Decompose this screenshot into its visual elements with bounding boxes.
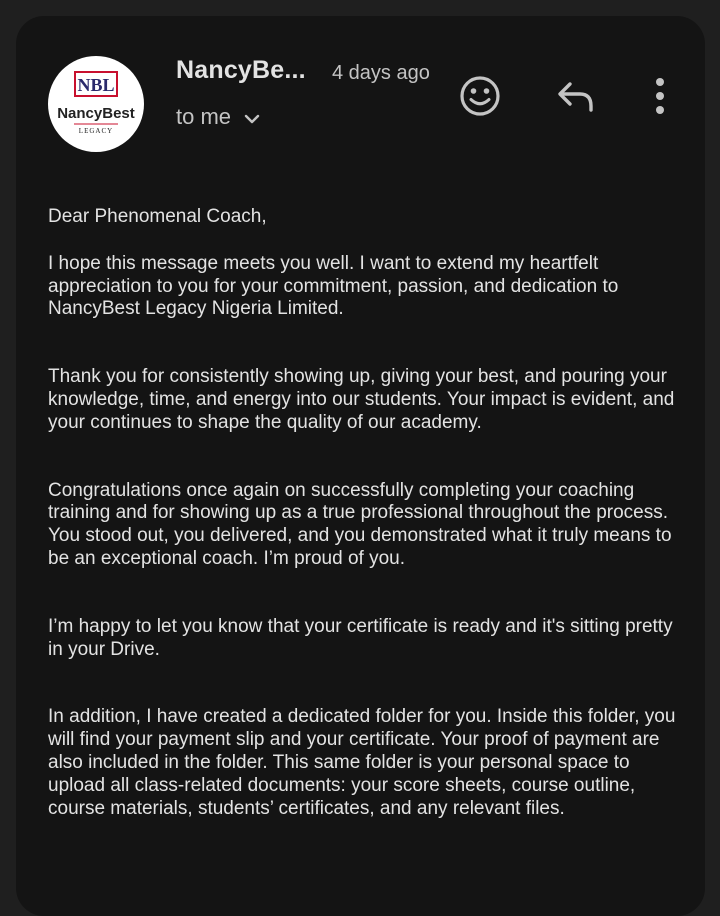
email-paragraph: In addition, I have created a dedicated folder for you. Inside this folder, you will find your payment slip and your certificate. Your proof of payment are also included in the folder. This same folder is your personal space to upload all class-related documents: your score sheets, course outline, course materials, students’ certificates, and any relevant files.: [48, 706, 676, 819]
sender-avatar[interactable]: [48, 56, 144, 152]
more-options-button[interactable]: [640, 72, 680, 120]
logo-brand: NancyBest: [57, 105, 135, 122]
more-vert-icon: [654, 76, 666, 116]
reply-button[interactable]: [552, 72, 600, 120]
add-reaction-icon: [458, 74, 502, 118]
add-reaction-button[interactable]: [456, 72, 504, 120]
email-paragraph: I’m happy to let you know that your certificate is ready and it's sitting pretty in your Drive.: [48, 615, 673, 660]
sender-name[interactable]: NancyBe...: [176, 56, 306, 84]
logo-sub: LEGACY: [78, 127, 114, 135]
email-timestamp: 4 days ago: [332, 62, 430, 84]
email-greeting: Dear Phenomenal Coach,: [48, 206, 267, 227]
email-paragraph: Thank you for consistently showing up, giving your best, and pouring your knowledge, time, and energy into our students. Your impact is evident, and your continues to shape the quality of our academy.: [48, 366, 675, 433]
email-paragraph: Congratulations once again on successfully completing your coaching training and for showing up as a true professional throughout the process. You stood out, you delivered, and you demonstrated what it truly means to be an exceptional coach. I’m proud of you.: [48, 479, 672, 569]
email-body: [48, 206, 688, 865]
recipient-label: to me: [176, 104, 232, 129]
chevron-down-icon: [243, 113, 261, 125]
recipient-details-toggle[interactable]: [176, 104, 261, 130]
nancybest-logo-icon: [48, 56, 144, 152]
email-paragraph: I hope this message meets you well. I want to extend my heartfelt appreciation to you for your commitment, passion, and dedication to NancyBest Legacy Nigeria Limited.: [48, 252, 619, 320]
reply-icon: [554, 76, 598, 116]
logo-monogram: NBL: [77, 75, 115, 95]
